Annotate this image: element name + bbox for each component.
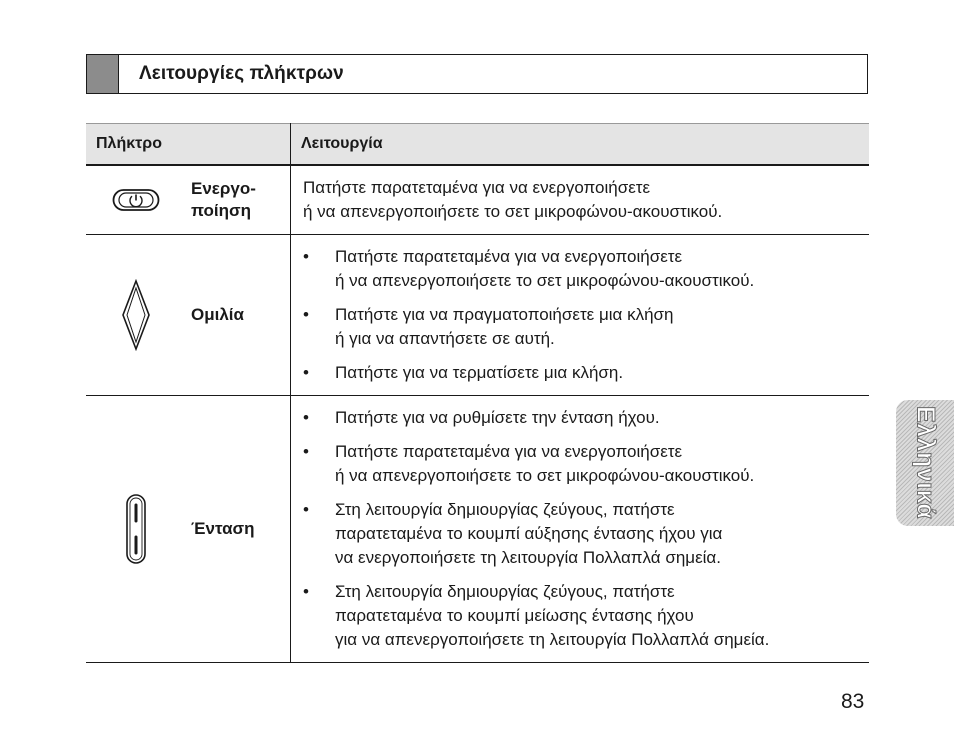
list-item <box>303 406 859 430</box>
bullet-line: παρατεταμένα το κουμπί μείωσης έντασης ήχου <box>335 606 694 625</box>
function-cell <box>291 396 870 663</box>
table-row <box>86 235 869 396</box>
list-item <box>303 361 859 385</box>
key-label-power-line2: ποίηση <box>191 201 252 220</box>
bullet-line: ή να απενεργοποιήσετε το σετ μικροφώνου-ακουστικού. <box>335 271 755 290</box>
function-text: Πατήστε παρατεταμένα για να ενεργοποιήσετε <box>303 178 651 197</box>
header-key: Πλήκτρο <box>86 124 291 166</box>
function-cell <box>291 165 870 235</box>
key-cell <box>86 165 291 235</box>
language-tab <box>896 400 954 526</box>
table-header-row <box>86 124 869 166</box>
bullet-line: να ενεργοποιήσετε τη λειτουργία Πολλαπλά σημεία. <box>335 548 721 567</box>
key-cell <box>86 396 291 663</box>
bullet-line: • Στη λειτουργία δημιουργίας ζεύγους, πατήστε <box>335 582 675 601</box>
list-item <box>303 498 859 570</box>
bullet-line: • Πατήστε για να τερματίσετε μια κλήση. <box>335 363 624 382</box>
bullet-line: ή να απενεργοποιήσετε το σετ μικροφώνου-ακουστικού. <box>335 466 755 485</box>
header-function: Λειτουργία <box>291 124 870 166</box>
key-cell <box>86 235 291 396</box>
section-marker <box>87 55 119 93</box>
language-label: Ελληνικά <box>911 406 940 520</box>
list-item <box>303 245 859 293</box>
bullet-line: παρατεταμένα το κουμπί αύξησης έντασης ήχου για <box>335 524 723 543</box>
bullet-line: • Πατήστε παρατεταμένα για να ενεργοποιήσετε <box>335 442 683 461</box>
bullet-line: ή για να απαντήσετε σε αυτή. <box>335 329 555 348</box>
key-functions-table <box>86 123 869 663</box>
function-cell <box>291 235 870 396</box>
function-text: ή να απενεργοποιήσετε το σετ μικροφώνου-ακουστικού. <box>303 202 723 221</box>
list-item <box>303 580 859 652</box>
section-header <box>86 54 868 94</box>
bullet-line: • Πατήστε παρατεταμένα για να ενεργοποιήσετε <box>335 247 683 266</box>
page-number: 83 <box>841 690 865 713</box>
bullet-line: για να απενεργοποιήσετε τη λειτουργία Πολλαπλά σημεία. <box>335 630 770 649</box>
list-item <box>303 303 859 351</box>
key-label-power-line1: Ενεργο- <box>191 179 256 198</box>
talk-button-icon <box>121 279 151 351</box>
bullet-line: • Πατήστε για να ρυθμίσετε την ένταση ήχου. <box>335 408 660 427</box>
key-label-talk: Ομιλία <box>191 305 244 324</box>
key-label-volume: Ένταση <box>191 519 255 538</box>
list-item <box>303 440 859 488</box>
power-button-icon <box>112 188 160 212</box>
volume-button-icon <box>125 493 147 565</box>
bullet-line: • Πατήστε για να πραγματοποιήσετε μια κλήση <box>335 305 674 324</box>
table-row <box>86 396 869 663</box>
section-title: Λειτουργίες πλήκτρων <box>139 63 344 84</box>
table-row <box>86 165 869 235</box>
bullet-line: • Στη λειτουργία δημιουργίας ζεύγους, πατήστε <box>335 500 675 519</box>
